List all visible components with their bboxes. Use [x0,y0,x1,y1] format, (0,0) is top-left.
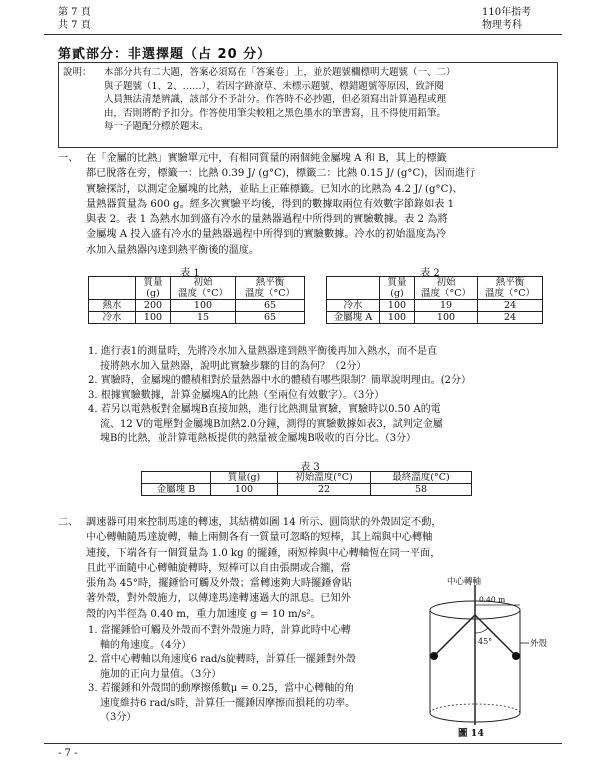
notice-line: 人員無法清楚辨識，該部分不予計分。作答時不必抄題，但必須寫出計算過程或理 [104,94,447,105]
table-row [89,300,305,312]
table-cell: 58 [371,484,472,496]
table-cell: 24 [478,312,543,324]
table-header-row [89,277,305,289]
table-cell: 24 [478,300,543,312]
header-rule [44,34,562,35]
q2-line: 中心轉軸隨馬達旋轉，軸上兩側各有一質量可忽略的短棒，其上端與中心轉軸 [86,532,433,544]
q2-line: 張角為 45°時，擺錘恰可觸及外殼；當轉速夠大時擺錘會貼 [86,578,352,590]
right-arm [475,615,516,656]
table-cell: 200 [136,300,171,312]
section-title: 第貳部分：非選擇題（占 20 分） [58,47,272,62]
shell-label: 外殼 [530,639,548,649]
table-row-label: 金屬塊 B [142,484,211,496]
q2-line: 且此平面隨中心轉軸旋轉時，短棒可以自由張開或合攏，當 [86,562,351,574]
table-corner [142,472,211,484]
left-arm [434,615,475,656]
table-cell: 65 [236,300,305,312]
q1-stem [86,151,560,258]
table-corner [327,277,380,300]
table-header-cell: 初始 [171,277,236,289]
table-header-cell: (g) [380,288,415,300]
table-cell: 22 [278,484,371,496]
table-header-cell: 質量 [380,277,415,289]
table-header-cell: 熱平衡 [478,277,543,289]
sub-question-line: 軸的角速度。（4分） [100,639,192,651]
table-cell: 100 [136,312,171,324]
table-header-cell: 初始溫度(°C) [278,472,371,484]
right-pendulum-bob [512,652,520,660]
table-header-cell: 溫度（°C） [415,288,478,300]
radius-label: 0.40 m [479,595,506,604]
table-cell: 100 [415,312,478,324]
angle-arc [475,628,488,633]
sub-question-line: 1. 當擺錘恰可觸及外殼而不對外殼施力時，計算此時中心轉 [88,625,351,636]
table-cell: 15 [171,312,236,324]
table-cell: 100 [211,484,278,496]
q1-line: 與表 2。表 1 為熱水加到盛有冷水的量熱器過程中所得到的實驗數據。表 2 為將 [86,214,448,226]
q1-line: 實驗探討，以測定金屬塊的比熱，並貼上正確標籤。已知水的比熱為 4.2 J/ (g°C)、 [86,183,463,195]
q2-line: 連接，下端各有一個質量為 1.0 kg 的擺錘，兩短棒與中心轉軸恆在同一平面， [86,547,441,559]
q2-number: 二、 [58,517,79,528]
sub-question-line: 4. 若另以電熱板對金屬塊B直接加熱，進行比熱測量實驗，實驗時以0.50 A的電 [88,404,441,415]
footer-rule [44,743,562,744]
notice-line: 本部分共有二大題，答案必須寫在「答案卷」上，並於題號欄標明大題號（一、二） [104,67,456,78]
total-pages: 共 7 頁 [58,20,91,31]
figure-caption: 圖 14 [458,728,485,739]
table-cell: 100 [171,300,236,312]
table-row-label: 金屬塊 A [327,312,380,324]
sub-question-line: 3. 若擺錘和外殼間的動摩擦係數μ = 0.25，當中心轉軸的角 [88,683,355,694]
table2 [326,276,543,324]
table-header-row [142,472,472,484]
sub-question-line: 1. 進行表1的測量時，先將冷水加入量熱器達到熱平衡後再加入熱水，而不是直 [88,346,438,357]
table-header-cell: 質量(g) [211,472,278,484]
sub-question-line: 速度維持6 rad/s時，計算任一擺錘因摩擦而損耗的功率。 [100,697,356,709]
sub-question-line: 接將熱水加入量熱器，說明此實驗步驟的目的為何？（2分） [100,360,367,372]
subject-name: 物理考科 [482,20,522,31]
table-header-cell: (g) [136,288,171,300]
q2-line: 調速器可用來控制馬達的轉速，其結構如圖 14 所示、圓筒狀的外殼固定不動， [86,517,442,528]
table-header-cell: 質量 [136,277,171,289]
table-cell: 19 [415,300,478,312]
table-cell: 100 [380,300,415,312]
table-header-cell: 最終溫度(°C) [371,472,472,484]
q1-line: 水加入量熱器內達到熱平衡後的溫度。 [86,244,260,256]
sub-question-line: 施加的正向力量值。（3分） [100,668,222,680]
table-row [327,312,543,324]
q2-sub-questions [88,624,418,726]
sub-question-line: （3分） [100,712,137,723]
sub-question-line: 3. 根據實驗數據，計算金屬塊A的比熱（至兩位有效數字）。（3分） [88,389,385,401]
table-row [89,312,305,324]
table3-caption: 表 3 [300,462,320,473]
q1-number: 一、 [58,153,79,164]
notice-line: 每一子題配分標於題末。 [104,121,209,132]
table-header-cell: 熱平衡 [236,277,305,289]
table-header-cell: 溫度（°C） [236,288,305,300]
page-number: 第 7 頁 [58,7,91,18]
table-row [142,484,472,496]
sub-question-line: 2. 實驗時，金屬塊的體積相對於量熱器中水的體積有哪些限制？簡單說明理由。(2分） [88,375,471,386]
q2-line: 殼的內半徑為 0.40 m，重力加速度 g = 10 m/s²。 [86,608,321,620]
table-row-label: 冷水 [89,312,136,324]
table-row-label: 冷水 [327,300,380,312]
table1-caption: 表 1 [180,268,200,279]
left-pendulum-bob [430,652,438,660]
q1-sub-questions [88,345,560,447]
table-corner [89,277,136,300]
sub-question-line: 流、12 V的電壓對金屬塊B加熱2.0分鐘，測得的實驗數據如表3，試判定金屬 [100,418,443,430]
notice-line: 由，否則將酌予扣分。作答使用筆尖較粗之黑色墨水的筆書寫，且不得使用鉛筆。 [104,107,447,119]
table-header-cell: 溫度（°C） [171,288,236,300]
q2-line: 著外殼，對外殼施力，以傳達馬達轉速過大的訊息。已知外 [86,593,351,605]
table1 [88,276,305,324]
q1-line: 量熱器質量為 600 g。經多次實驗平均後，得到的數據取兩位有效數字節錄如表 1 [86,198,455,210]
table-header-cell: 初始 [415,277,478,289]
sub-question-line: 2. 當中心轉軸以角速度6 rad/s旋轉時，計算任一擺錘對外殼 [88,654,356,665]
notice-box [58,62,558,148]
table3 [141,471,472,496]
table-row-label: 熱水 [89,300,136,312]
footer-page-number: - 7 - [58,748,78,759]
table-header-cell: 溫度（°C） [478,288,543,300]
figure-14 [425,575,560,740]
table-row [327,300,543,312]
sub-question-line: 塊B的比熱，並計算電熱板提供的熱量被金屬塊B吸收的百分比。（3分） [100,433,417,444]
table-cell: 100 [380,312,415,324]
notice-line: 與子題號（1、2、……），若因字跡潦草、未標示題號、標錯題號等原因，致評閱 [104,80,444,92]
q1-line: 在「金屬的比熱」實驗單元中，有相同質量的兩個純金屬塊 A 和 B，其上的標籤 [86,153,447,164]
notice-label: 說明： [63,67,92,78]
notice-text [104,66,553,134]
table-header-row [327,277,543,289]
q1-line: 金屬塊 A 投入盛有冷水的量熱器過程中所得到的實驗數據。冷水的初始溫度為冷 [86,229,447,241]
table-cell: 65 [236,312,305,324]
angle-label: 45° [478,637,493,646]
exam-year: 110年指考 [482,7,532,18]
table2-caption: 表 2 [420,268,440,279]
axis-label: 中心轉軸 [447,577,482,587]
q1-line: 都已脫落在旁，標籤一：比熱 0.39 J/ (g°C)，標籤二：比熱 0.15 J/ (g°C)，因而進行 [86,168,476,180]
